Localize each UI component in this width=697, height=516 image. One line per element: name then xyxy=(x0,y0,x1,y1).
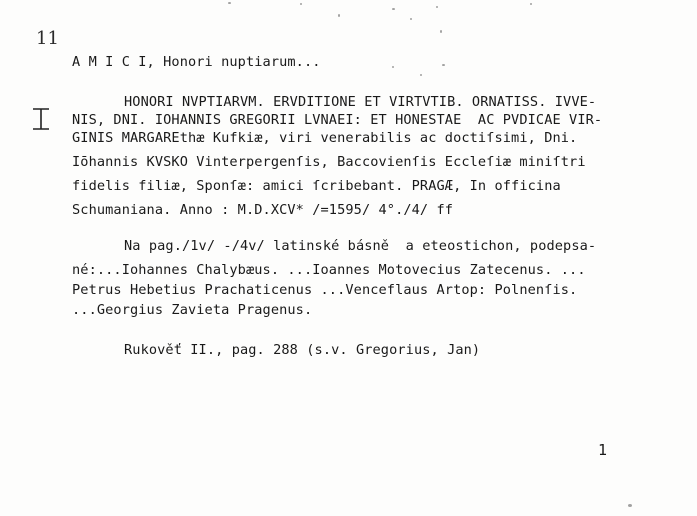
scan-speck xyxy=(410,18,412,20)
scan-speck xyxy=(436,6,438,8)
scan-speck xyxy=(300,3,302,5)
reference-line: Rukověť II., pag. 288 (s.v. Gregorius, Jan) xyxy=(124,342,481,358)
scan-speck xyxy=(530,3,532,5)
scan-speck xyxy=(442,64,445,66)
card-heading: A M I C I, Honori nuptiarum... xyxy=(72,54,321,70)
note-line: Petrus Hebetius Prachaticenus ...Venceflaus Artop: Polnenſis. xyxy=(72,282,578,298)
scan-speck xyxy=(420,74,422,76)
title-line: HONORI NVPTIARVM. ERVDITIONE ET VIRTVTIB. ORNATISS. IVVE- xyxy=(124,94,597,110)
title-line: Schumaniana. Anno : M.D.XCV* /=1595/ 4°./4/ ff xyxy=(72,202,454,218)
title-line: fidelis filiæ, Sponſæ: amici ſcribebant. PRAGÆ, In officina xyxy=(72,178,561,194)
scan-speck xyxy=(228,2,231,4)
scan-speck xyxy=(392,8,395,10)
scan-speck xyxy=(440,30,442,33)
title-line: GINIS MARGAREthæ Kufkiæ, viri venerabilis ac doctiſsimi, Dni. xyxy=(72,130,578,146)
title-line: NIS, DNI. IOHANNIS GREGORII LVNAEI: ET HONESTAE AC PVDICAE VIR- xyxy=(72,112,603,128)
scan-speck xyxy=(338,14,340,17)
note-line: né:...Iohannes Chalybæus. ...Ioannes Motovecius Zatecenus. ... xyxy=(72,262,586,278)
page-number: 1 xyxy=(598,441,608,459)
note-line: ...Georgius Zavieta Pragenus. xyxy=(72,302,313,318)
scan-speck xyxy=(392,66,394,68)
title-line: Iōhannis KVSKO Vinterpergenſis, Baccovienſis Eccleſiæ miniſtri xyxy=(72,154,586,170)
margin-note: 11 xyxy=(36,28,59,49)
note-line: Na pag./1v/ -/4v/ latinské básně a eteostichon, podepsa- xyxy=(124,238,597,254)
scan-speck xyxy=(628,504,632,507)
margin-bracket-icon xyxy=(30,106,52,132)
